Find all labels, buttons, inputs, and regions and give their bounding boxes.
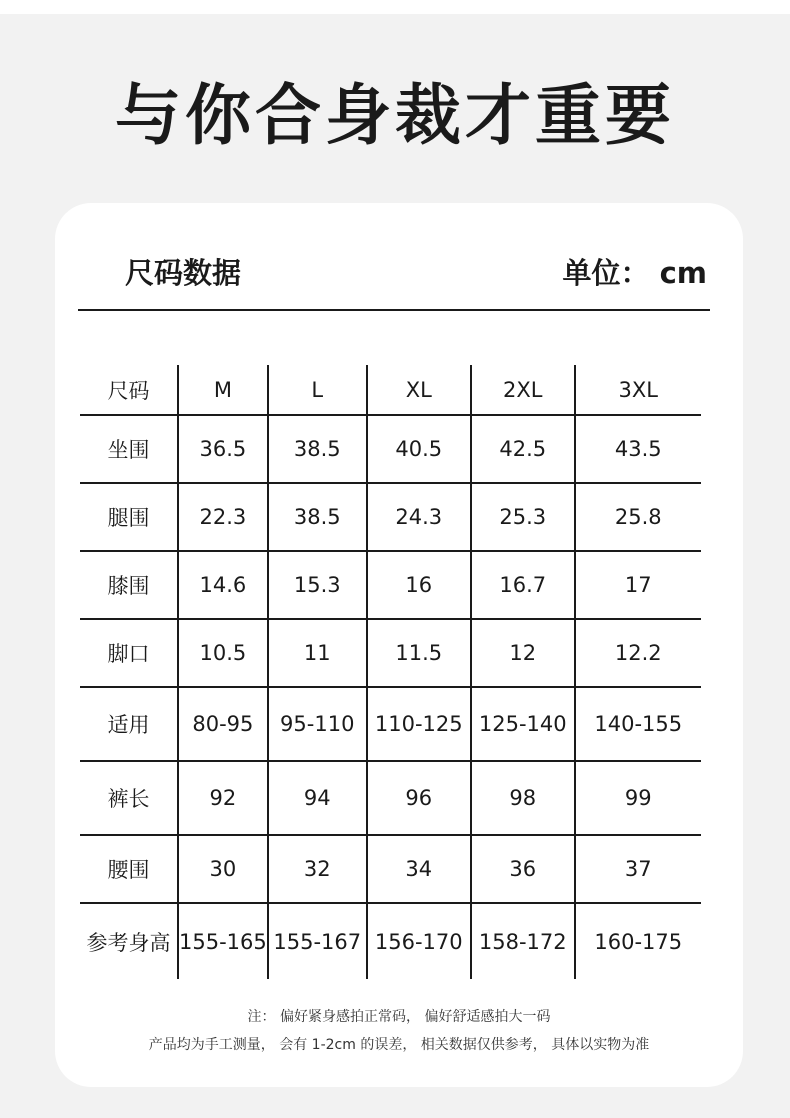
- table-cell: 37: [575, 835, 701, 903]
- table-cell: 158-172: [471, 903, 575, 979]
- title-divider: [78, 309, 710, 311]
- header-cell: 3XL: [575, 365, 701, 415]
- table-row: [80, 551, 701, 619]
- unit-label: 单位： cm: [562, 256, 707, 290]
- note-line: 注： 偏好紧身感拍正常码， 偏好舒适感拍大一码: [247, 1009, 551, 1025]
- table-cell: 15.3: [268, 551, 367, 619]
- row-label: 适用: [80, 687, 178, 761]
- size-table: [80, 365, 701, 979]
- table-row: [80, 835, 701, 903]
- table-row: [80, 415, 701, 483]
- table-cell: 156-170: [367, 903, 471, 979]
- table-cell: 25.3: [471, 483, 575, 551]
- table-cell: 42.5: [471, 415, 575, 483]
- row-label: 膝围: [80, 551, 178, 619]
- table-header-row: [80, 365, 701, 415]
- header-cell: 尺码: [80, 365, 178, 415]
- table-cell: 16.7: [471, 551, 575, 619]
- table-cell: 32: [268, 835, 367, 903]
- table-cell: 36: [471, 835, 575, 903]
- header-cell: 2XL: [471, 365, 575, 415]
- row-label: 腿围: [80, 483, 178, 551]
- table-cell: 99: [575, 761, 701, 835]
- table-cell: 36.5: [178, 415, 268, 483]
- row-label: 脚口: [80, 619, 178, 687]
- table-cell: 38.5: [268, 483, 367, 551]
- table-row: [80, 903, 701, 979]
- row-label: 参考身高: [80, 903, 178, 979]
- table-cell: 24.3: [367, 483, 471, 551]
- table-cell: 14.6: [178, 551, 268, 619]
- table-cell: 98: [471, 761, 575, 835]
- table-cell: 17: [575, 551, 701, 619]
- table-cell: 80-95: [178, 687, 268, 761]
- table-cell: 22.3: [178, 483, 268, 551]
- header-cell: L: [268, 365, 367, 415]
- table-cell: 11.5: [367, 619, 471, 687]
- measurement-notes: [55, 1003, 743, 1059]
- table-cell: 92: [178, 761, 268, 835]
- header-cell: M: [178, 365, 268, 415]
- top-strip: [0, 0, 790, 14]
- table-cell: 10.5: [178, 619, 268, 687]
- table-cell: 25.8: [575, 483, 701, 551]
- table-row: [80, 483, 701, 551]
- table-cell: 96: [367, 761, 471, 835]
- table-cell: 94: [268, 761, 367, 835]
- row-label: 裤长: [80, 761, 178, 835]
- table-cell: 110-125: [367, 687, 471, 761]
- size-card: [55, 203, 743, 1087]
- table-cell: 38.5: [268, 415, 367, 483]
- table-cell: 95-110: [268, 687, 367, 761]
- table-row: [80, 619, 701, 687]
- note-line: 产品均为手工测量， 会有 1-2cm 的误差， 相关数据仅供参考， 具体以实物为准: [148, 1037, 650, 1053]
- table-cell: 34: [367, 835, 471, 903]
- page-headline: 与你合身裁才重要: [115, 77, 675, 154]
- table-cell: 12.2: [575, 619, 701, 687]
- table-cell: 40.5: [367, 415, 471, 483]
- table-cell: 11: [268, 619, 367, 687]
- table-cell: 140-155: [575, 687, 701, 761]
- table-cell: 160-175: [594, 929, 683, 954]
- table-cell: 125-140: [471, 687, 575, 761]
- table-cell: 30: [178, 835, 268, 903]
- card-title: 尺码数据: [125, 256, 242, 290]
- row-label: 腰围: [80, 835, 178, 903]
- table-cell: 43.5: [575, 415, 701, 483]
- table-cell: 12: [471, 619, 575, 687]
- table-row: [80, 761, 701, 835]
- header-cell: XL: [367, 365, 471, 415]
- row-label: 坐围: [80, 415, 178, 483]
- table-cell: 155-167: [268, 903, 367, 979]
- table-cell: 16: [367, 551, 471, 619]
- table-cell: 155-165: [178, 903, 268, 979]
- table-row: [80, 687, 701, 761]
